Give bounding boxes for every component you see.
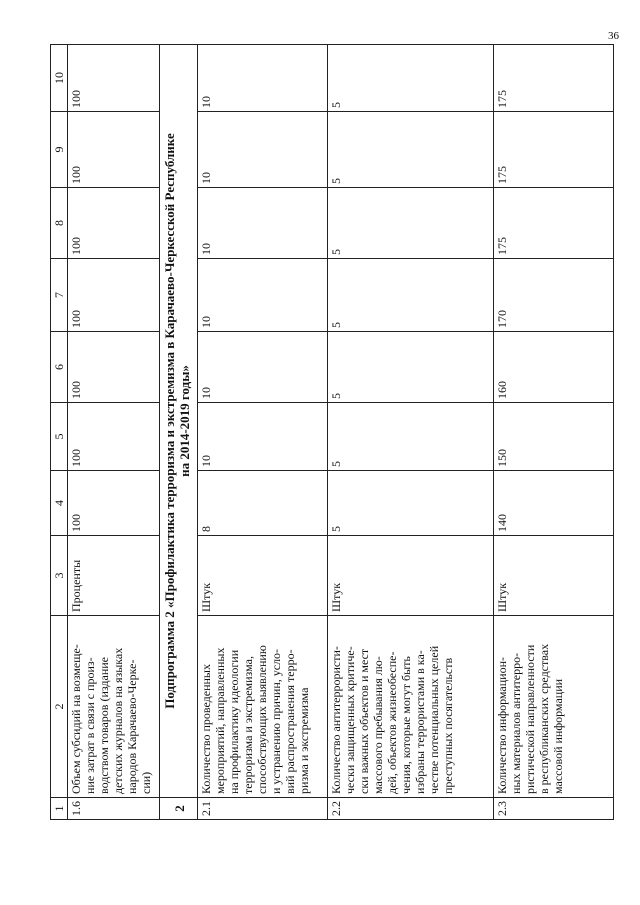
value-cell: 5 (328, 332, 494, 403)
value-cell: 10 (198, 112, 328, 188)
header-cell: 4 (51, 471, 68, 536)
row-number: 2.3 (494, 798, 614, 820)
table-row (328, 45, 494, 820)
indicators-table (50, 44, 614, 820)
value-cell: 5 (328, 259, 494, 332)
value-cell: 5 (328, 471, 494, 536)
page-number: 36 (608, 30, 619, 42)
header-cell: 8 (51, 188, 68, 259)
header-cell: 7 (51, 259, 68, 332)
table-row (494, 45, 614, 820)
row-number: 1.6 (68, 798, 160, 820)
value-cell: 100 (68, 45, 160, 112)
value-cell: 100 (68, 188, 160, 259)
value-cell: 175 (494, 112, 614, 188)
subprogram-row (160, 45, 198, 820)
indicator-description: Объем субсидий на возмеще- ние затрат в связи с произ- водством товаров (издание детских журналов на языках народов Карачаево-Черке- сии) (68, 616, 160, 798)
value-cell: 8 (198, 471, 328, 536)
value-cell: 10 (198, 332, 328, 403)
value-cell: 10 (198, 259, 328, 332)
row-number: 2 (160, 798, 198, 820)
indicator-description: Количество информацион- ных материалов антитерро- ристической направленности в республиканских средствах массовой информации (494, 616, 614, 798)
header-row (51, 45, 68, 820)
value-cell: 5 (328, 188, 494, 259)
unit-cell: Проценты (68, 536, 160, 616)
header-cell: 9 (51, 112, 68, 188)
value-cell: 100 (68, 259, 160, 332)
row-number: 2.2 (328, 798, 494, 820)
indicator-description: Количество проведенных мероприятий, направленных на профилактику идеологии терроризма и экстремизма, способствующих выявлению и устранению причин, усло- вий распространения терро- ризма и экстремизма (198, 616, 328, 798)
value-cell: 100 (68, 403, 160, 471)
value-cell: 170 (494, 259, 614, 332)
value-cell: 160 (494, 332, 614, 403)
rotated-table-container (50, 45, 612, 820)
unit-cell: Штук (198, 536, 328, 616)
row-number: 2.1 (198, 798, 328, 820)
header-cell: 3 (51, 536, 68, 616)
value-cell: 10 (198, 188, 328, 259)
header-cell: 5 (51, 403, 68, 471)
header-cell: 6 (51, 332, 68, 403)
unit-cell: Штук (328, 536, 494, 616)
header-cell: 10 (51, 45, 68, 112)
header-cell: 2 (51, 616, 68, 798)
value-cell: 175 (494, 188, 614, 259)
header-cell: 1 (51, 798, 68, 820)
value-cell: 175 (494, 45, 614, 112)
value-cell: 5 (328, 45, 494, 112)
value-cell: 140 (494, 471, 614, 536)
value-cell: 100 (68, 332, 160, 403)
value-cell: 10 (198, 403, 328, 471)
value-cell: 150 (494, 403, 614, 471)
subprogram-title: Подпрограмма 2 «Профилактика терроризма и экстремизма в Карачаево-Черкесской Республике на 2014-2019 годы» (160, 45, 198, 798)
table-row (198, 45, 328, 820)
unit-cell: Штук (494, 536, 614, 616)
value-cell: 5 (328, 403, 494, 471)
indicator-description: Количество антитеррористи- чески защищенных критиче- ски важных объектов и мест массового пребывания лю- дей, объектов жизнеобеспе- чения, которые могут быть избраны террористами в ка- честве потенциальных целей преступных посягательств (328, 616, 494, 798)
value-cell: 5 (328, 112, 494, 188)
value-cell: 100 (68, 471, 160, 536)
table-row (68, 45, 160, 820)
value-cell: 100 (68, 112, 160, 188)
value-cell: 10 (198, 45, 328, 112)
